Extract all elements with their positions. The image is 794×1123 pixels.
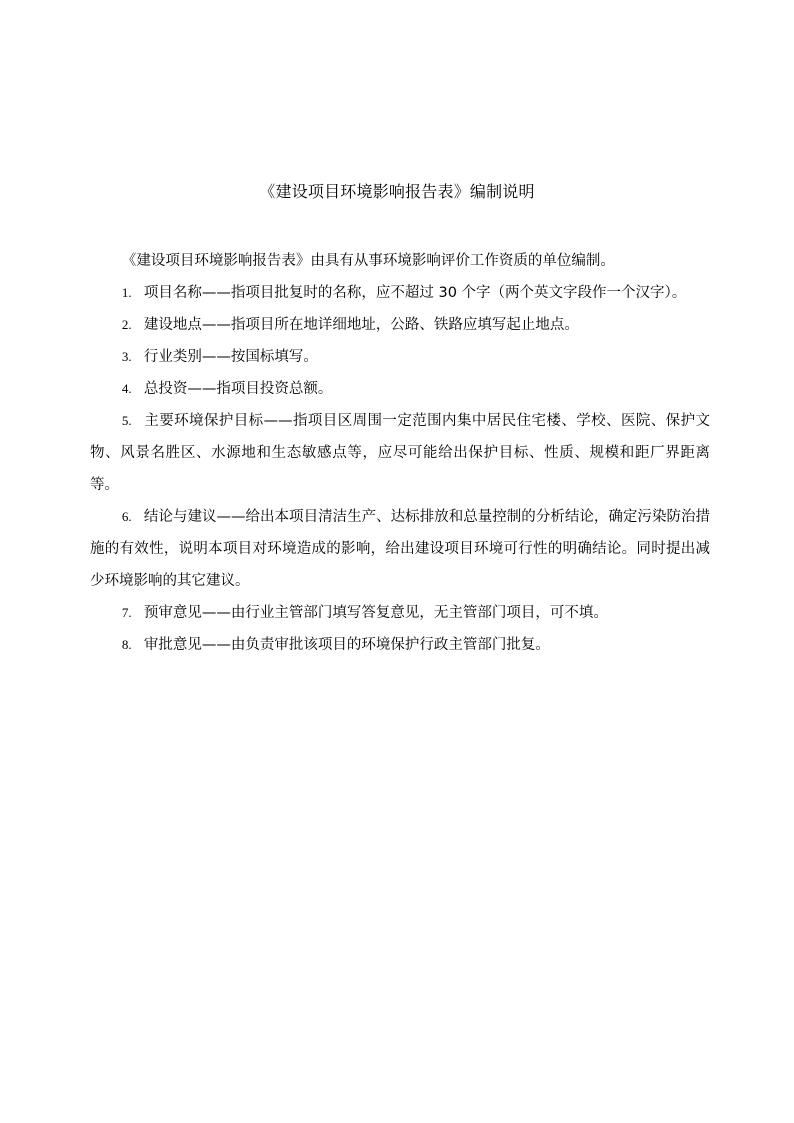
- item-number: 4.: [121, 381, 132, 396]
- item-text: 预审意见——由行业主管部门填写答复意见，无主管部门项目，可不填。: [143, 605, 608, 621]
- document-title: 《建设项目环境影响报告表》编制说明: [259, 182, 535, 201]
- item-number: 7.: [121, 605, 132, 620]
- item-text: 审批意见——由负责审批该项目的环境保护行政主管部门批复。: [143, 637, 550, 653]
- item-number: 5.: [121, 413, 132, 428]
- item-number: 3.: [121, 349, 132, 364]
- item-number: 8.: [121, 637, 132, 652]
- list-item: [90, 629, 710, 661]
- list-item: [90, 405, 710, 501]
- list-item: [90, 341, 710, 373]
- item-text: 总投资——指项目投资总额。: [143, 381, 333, 397]
- item-text: 项目名称——指项目批复时的名称，应不超过 30 个字（两个英文字段作一个汉字）。: [143, 285, 687, 301]
- item-number: 1.: [121, 285, 132, 300]
- item-number: 2.: [121, 317, 132, 332]
- list-item: [90, 373, 710, 405]
- document-body: [90, 245, 710, 661]
- list-item: [90, 501, 710, 597]
- item-number: 6.: [121, 509, 132, 524]
- item-text: 建设地点——指项目所在地详细地址，公路、铁路应填写起止地点。: [143, 317, 579, 333]
- list-item: [90, 277, 710, 309]
- list-item: [90, 309, 710, 341]
- item-text: 主要环境保护目标——指项目区周围一定范围内集中居民住宅楼、学校、医院、保护文物、风景名胜区、水源地和生态敏感点等，应尽可能给出保护目标、性质、规模和距厂界距离等。: [90, 413, 710, 493]
- list-item: [90, 597, 710, 629]
- item-text: 结论与建议——给出本项目清洁生产、达标排放和总量控制的分析结论，确定污染防治措施的有效性，说明本项目对环境造成的影响，给出建设项目环境可行性的明确结论。同时提出减少环境影响的其它建议。: [90, 509, 710, 589]
- intro-paragraph: 《建设项目环境影响报告表》由具有从事环境影响评价工作资质的单位编制。: [121, 253, 615, 269]
- item-text: 行业类别——按国标填写。: [143, 349, 318, 365]
